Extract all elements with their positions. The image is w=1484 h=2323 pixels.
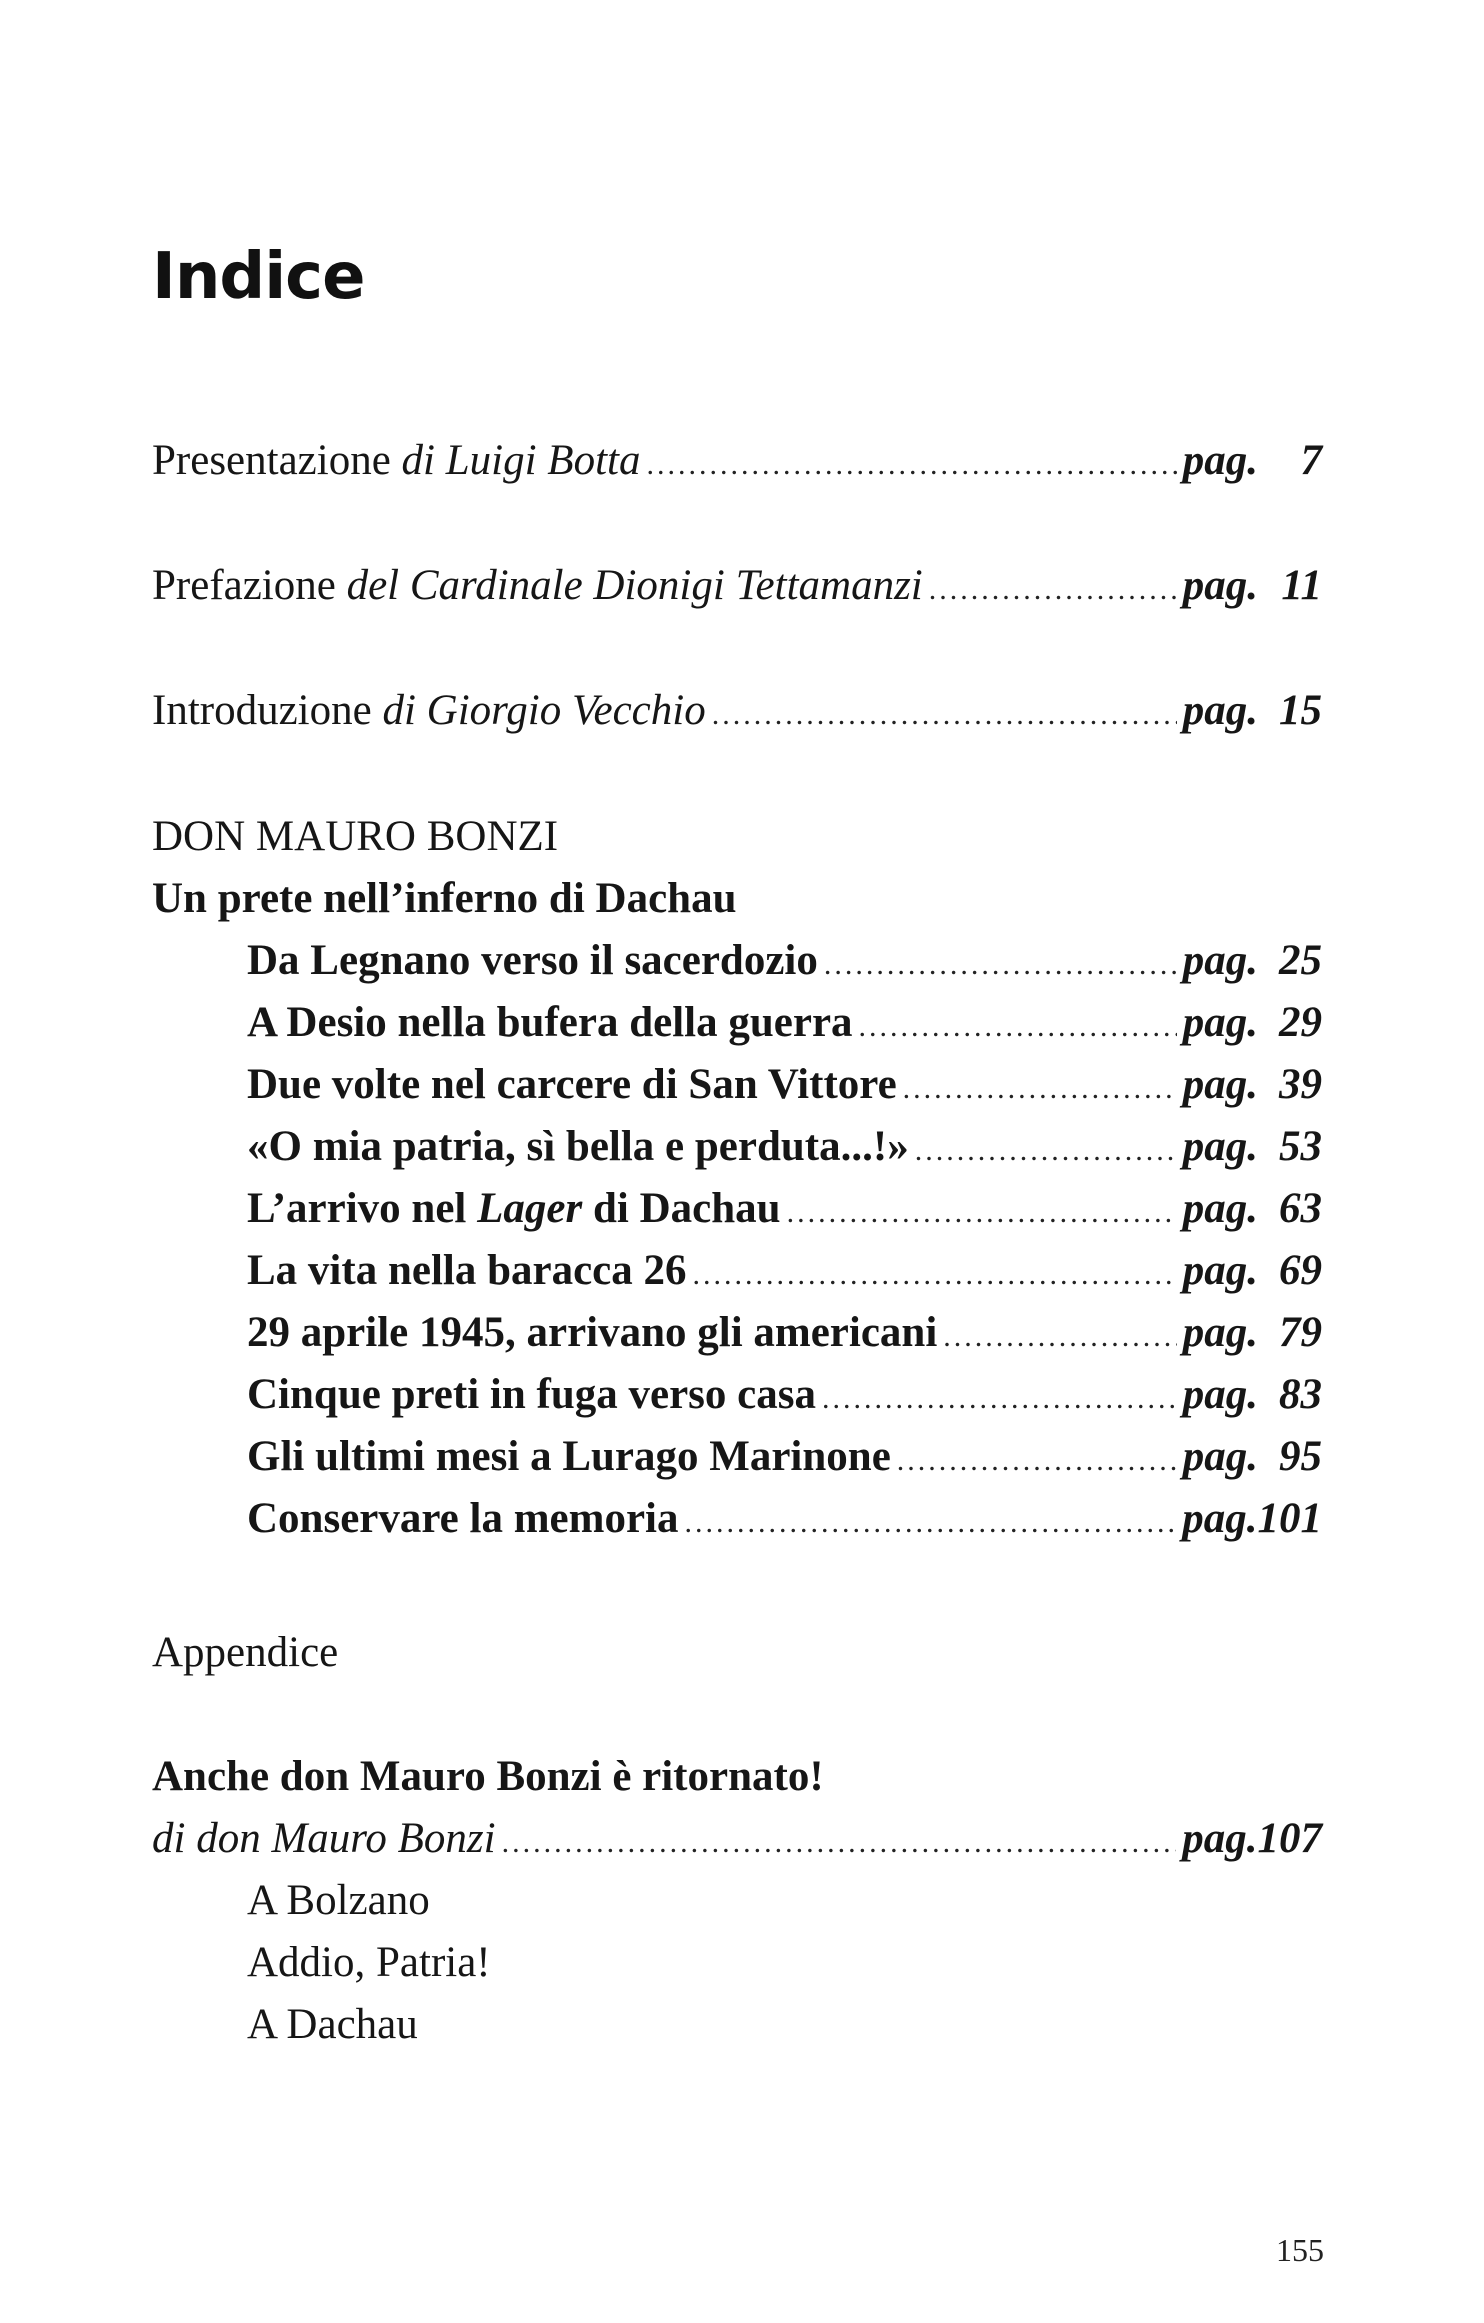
dot-leader [646, 434, 1176, 496]
toc-chapter[interactable] [247, 1054, 1322, 1116]
toc-chapter-label: Gli ultimi mesi a Lurago Marinone [247, 1433, 891, 1480]
dot-leader [693, 1244, 1177, 1306]
toc-chapter-label: La vita nella baracca 26 [247, 1247, 687, 1294]
dot-leader [859, 996, 1177, 1058]
dot-leader [822, 1368, 1177, 1430]
page-prefix: pag. [1182, 1433, 1258, 1480]
page-ref: 95 [1279, 1433, 1322, 1480]
toc-chapter[interactable] [247, 1240, 1322, 1302]
page-prefix: pag. [1182, 1123, 1258, 1170]
appendix-subitem: Addio, Patria! [247, 1939, 491, 1986]
page-prefix: pag. [1182, 937, 1258, 984]
page-prefix: pag. [1182, 1495, 1258, 1542]
toc-chapter[interactable] [247, 1488, 1322, 1550]
toc-entry-prefazione[interactable] [152, 555, 1322, 617]
toc-chapter[interactable] [247, 1426, 1322, 1488]
page-ref: 39 [1279, 1061, 1322, 1108]
appendix-subitem: A Dachau [247, 2001, 418, 2048]
toc-entry-label: di don Mauro Bonzi [152, 1815, 496, 1862]
page-ref: 79 [1279, 1309, 1322, 1356]
page-prefix: pag. [1182, 1185, 1258, 1232]
toc-entry-label: Introduzione di Giorgio Vecchio [152, 687, 706, 734]
toc-chapter[interactable] [247, 1302, 1322, 1364]
page-prefix: pag. [1182, 562, 1258, 609]
toc-chapter[interactable] [247, 1116, 1322, 1178]
toc-chapter-label: 29 aprile 1945, arrivano gli americani [247, 1309, 938, 1356]
toc-entry-introduzione[interactable] [152, 680, 1322, 742]
appendix-heading: Appendice [152, 1629, 339, 1676]
page-ref: 29 [1279, 999, 1322, 1046]
page-prefix: pag. [1182, 1247, 1258, 1294]
page-title: Indice [152, 240, 365, 314]
page-ref: 107 [1257, 1815, 1322, 1862]
page-ref: 63 [1279, 1185, 1322, 1232]
page-prefix: pag. [1182, 437, 1258, 484]
page-prefix: pag. [1182, 1815, 1258, 1862]
toc-chapter-label: «O mia patria, sì bella e perduta...!» [247, 1123, 909, 1170]
dot-leader [929, 559, 1177, 621]
appendix-article-title: Anche don Mauro Bonzi è ritornato! [152, 1753, 824, 1800]
toc-entry-appendix-article[interactable] [152, 1808, 1322, 1870]
dot-leader [502, 1812, 1177, 1874]
toc-entry-presentazione[interactable] [152, 430, 1322, 492]
page-ref: 15 [1279, 687, 1322, 734]
dot-leader [684, 1492, 1176, 1554]
page-prefix: pag. [1182, 687, 1258, 734]
page-ref: 101 [1257, 1495, 1322, 1542]
toc-chapter-label: Conservare la memoria [247, 1495, 679, 1542]
toc-chapter-label: L’arrivo nel Lager di Dachau [247, 1185, 781, 1232]
dot-leader [915, 1120, 1177, 1182]
page-ref: 83 [1279, 1371, 1322, 1418]
page-number: 155 [1276, 2232, 1324, 2268]
page-ref: 11 [1281, 562, 1322, 609]
toc-chapter[interactable] [247, 992, 1322, 1054]
appendix-subitem: A Bolzano [247, 1877, 430, 1924]
page-ref: 53 [1279, 1123, 1322, 1170]
dot-leader [787, 1182, 1177, 1244]
toc-chapter[interactable] [247, 1364, 1322, 1426]
toc-entry-label: Prefazione del Cardinale Dionigi Tettamanzi [152, 562, 923, 609]
toc-chapter-label: Due volte nel carcere di San Vittore [247, 1061, 897, 1108]
section-heading: DON MAURO BONZI [152, 813, 559, 860]
dot-leader [903, 1058, 1177, 1120]
page-prefix: pag. [1182, 1309, 1258, 1356]
toc-chapter-label: Da Legnano verso il sacerdozio [247, 937, 818, 984]
dot-leader [824, 934, 1177, 996]
toc-chapter-label: A Desio nella bufera della guerra [247, 999, 853, 1046]
dot-leader [943, 1306, 1176, 1368]
page-ref: 7 [1300, 437, 1322, 484]
page-prefix: pag. [1182, 999, 1258, 1046]
page-prefix: pag. [1182, 1061, 1258, 1108]
page-ref: 69 [1279, 1247, 1322, 1294]
toc-chapter-label: Cinque preti in fuga verso casa [247, 1371, 816, 1418]
toc-chapter[interactable] [247, 930, 1322, 992]
dot-leader [897, 1430, 1177, 1492]
toc-chapter[interactable] [247, 1178, 1322, 1240]
page-prefix: pag. [1182, 1371, 1258, 1418]
toc-entry-label: Presentazione di Luigi Botta [152, 437, 641, 484]
page-ref: 25 [1279, 937, 1322, 984]
dot-leader [712, 684, 1177, 746]
section-subheading: Un prete nell’inferno di Dachau [152, 875, 737, 922]
